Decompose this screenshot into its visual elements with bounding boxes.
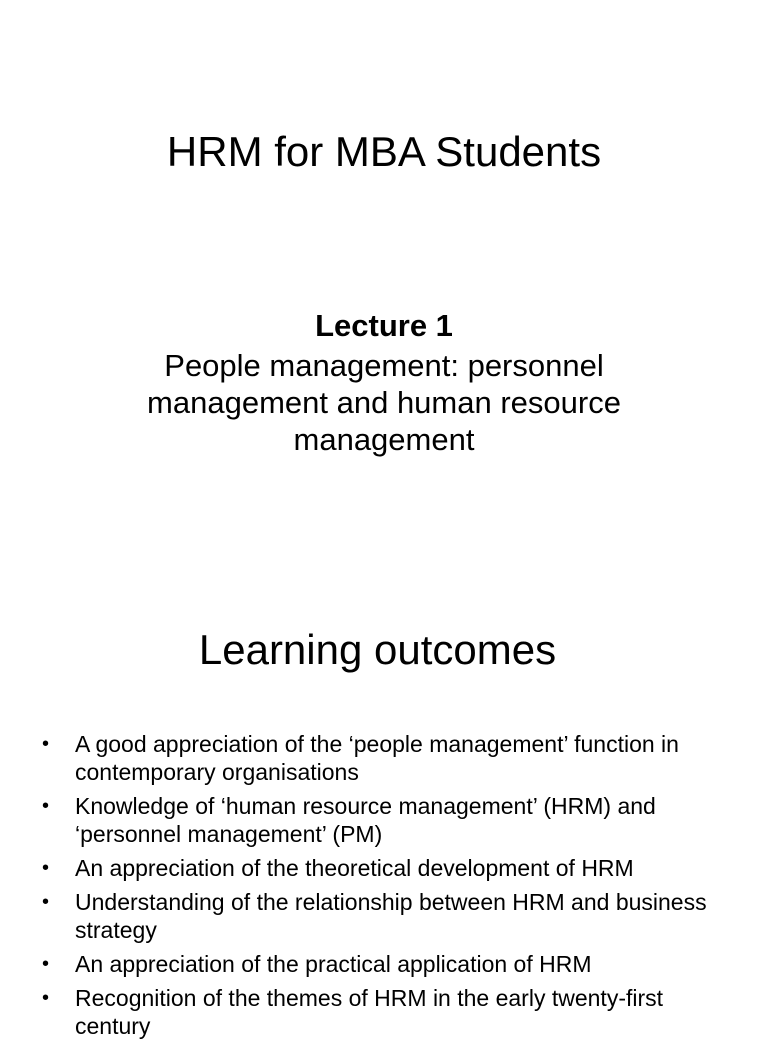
bullet-icon: • bbox=[42, 891, 50, 913]
presentation-title: HRM for MBA Students bbox=[166, 128, 602, 175]
outcome-item bbox=[38, 888, 738, 944]
outcomes-list bbox=[38, 730, 738, 1046]
lecture-number: Lecture 1 bbox=[315, 308, 453, 343]
outcome-item bbox=[38, 950, 738, 978]
bullet-icon: • bbox=[42, 857, 50, 879]
bullet-icon: • bbox=[42, 733, 50, 755]
bullet-icon: • bbox=[42, 987, 50, 1009]
bullet-icon: • bbox=[42, 795, 50, 817]
outcome-text: Understanding of the relationship between HRM and business strategy bbox=[75, 889, 707, 943]
outcome-item bbox=[38, 854, 738, 882]
outcome-item bbox=[38, 792, 738, 848]
bullet-icon: • bbox=[42, 953, 50, 975]
lecture-heading-block bbox=[0, 307, 768, 458]
outcome-item bbox=[38, 984, 738, 1040]
outcome-text: Recognition of the themes of HRM in the early twenty-first century bbox=[75, 985, 664, 1039]
outcome-item bbox=[38, 730, 738, 786]
lecture-subtitle: People management: personnel management and human resource management bbox=[147, 348, 621, 457]
outcome-text: Knowledge of ‘human resource management’ (HRM) and ‘personnel management’ (PM) bbox=[75, 793, 656, 847]
slide-learning-outcomes bbox=[0, 570, 768, 1039]
learning-outcomes-title: Learning outcomes bbox=[198, 626, 557, 673]
outcome-text: An appreciation of the practical application of HRM bbox=[75, 951, 592, 977]
outcome-text: A good appreciation of the ‘people management’ function in contemporary organisations bbox=[75, 731, 679, 785]
outcome-text: An appreciation of the theoretical development of HRM bbox=[75, 855, 634, 881]
